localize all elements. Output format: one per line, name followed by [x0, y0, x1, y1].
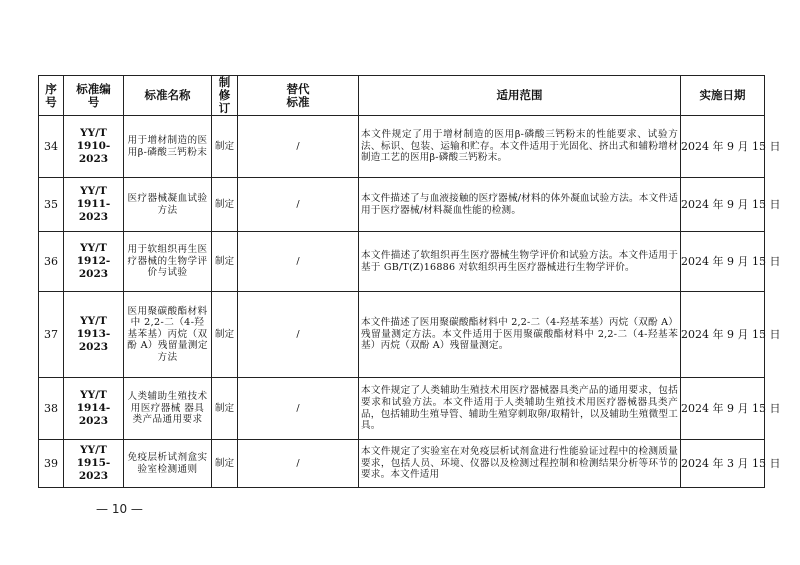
- row-code: [64, 440, 124, 488]
- row-scope: 本文件规定了人类辅助生殖技术用医疗器械器具类产品的通用要求，包括要求和试验方法。本文件适用于人类辅助生殖技术用医疗器械器具类产品，包括辅助生殖导管、辅助生殖穿刺取卵/取精针，以及辅助生殖微型工具。: [359, 378, 681, 440]
- row-name: 医用聚碳酸酯材料中 2,2-二（4-羟基苯基）丙烷（双酚 A）残留量测定方法: [124, 292, 212, 378]
- row-seq: 35: [39, 178, 64, 232]
- code-prefix: YY/T: [80, 127, 107, 139]
- row-replaces: /: [238, 178, 359, 232]
- table-row: [39, 116, 765, 178]
- row-date: 2024 年 9 月 15 日: [681, 378, 765, 440]
- row-name: 免疫层析试剂盒实验室检测通则: [124, 440, 212, 488]
- header-date: 实施日期: [681, 76, 765, 116]
- row-name: 用于软组织再生医疗器械的生物学评价与试验: [124, 232, 212, 292]
- table-row: [39, 178, 765, 232]
- row-scope: 本文件规定了实验室在对免疫层析试剂盒进行性能验证过程中的检测质量要求，包括人员、环境、仪器以及检测过程控制和检测结果分析等环节的要求。本文件适用: [359, 440, 681, 488]
- header-name: 标准名称: [124, 76, 212, 116]
- table-row: [39, 378, 765, 440]
- row-replaces: /: [238, 440, 359, 488]
- code-number: 1915-2023: [76, 457, 111, 482]
- row-name: 用于增材制造的医用β-磷酸三钙粉末: [124, 116, 212, 178]
- row-date: 2024 年 9 月 15 日: [681, 292, 765, 378]
- table-row: [39, 292, 765, 378]
- row-seq: 37: [39, 292, 64, 378]
- row-revision: 制定: [212, 232, 238, 292]
- row-date: 2024 年 9 月 15 日: [681, 116, 765, 178]
- row-revision: 制定: [212, 440, 238, 488]
- row-date: 2024 年 9 月 15 日: [681, 178, 765, 232]
- code-number: 1910-2023: [76, 140, 111, 165]
- row-replaces: /: [238, 378, 359, 440]
- row-revision: 制定: [212, 116, 238, 178]
- row-seq: 39: [39, 440, 64, 488]
- row-name: 人类辅助生殖技术用医疗器械 器具类产品通用要求: [124, 378, 212, 440]
- header-seq: 序号: [39, 76, 64, 116]
- row-code: [64, 116, 124, 178]
- table-row: [39, 440, 765, 488]
- row-replaces: /: [238, 292, 359, 378]
- header-replaces: 替代标准: [238, 76, 359, 116]
- row-date: 2024 年 9 月 15 日: [681, 232, 765, 292]
- row-name: 医疗器械凝血试验方法: [124, 178, 212, 232]
- header-revision: 制修订: [212, 76, 238, 116]
- row-code: [64, 378, 124, 440]
- code-prefix: YY/T: [80, 185, 107, 197]
- row-scope: 本文件规定了用于增材制造的医用β-磷酸三钙粉末的性能要求、试验方法、标识、包装、运输和贮存。本文件适用于光固化、挤出式和辅粉增材制造工艺的医用β-磷酸三钙粉末。: [359, 116, 681, 178]
- row-code: [64, 292, 124, 378]
- row-scope: 本文件描述了软组织再生医疗器械生物学评价和试验方法。本文件适用于基于 GB/T(Z)16886 对软组织再生医疗器械进行生物学评价。: [359, 232, 681, 292]
- row-seq: 36: [39, 232, 64, 292]
- row-replaces: /: [238, 116, 359, 178]
- row-scope: 本文件描述了与血液接触的医疗器械/材料的体外凝血试验方法。本文件适用于医疗器械/材料凝血性能的检测。: [359, 178, 681, 232]
- page-number: — 10 —: [96, 502, 143, 516]
- row-code: [64, 232, 124, 292]
- row-code: [64, 178, 124, 232]
- header-row: [39, 76, 765, 116]
- row-revision: 制定: [212, 178, 238, 232]
- row-revision: 制定: [212, 378, 238, 440]
- code-number: 1912-2023: [76, 255, 111, 280]
- table-row: [39, 232, 765, 292]
- row-seq: 34: [39, 116, 64, 178]
- row-replaces: /: [238, 232, 359, 292]
- header-code: 标准编号: [64, 76, 124, 116]
- code-number: 1911-2023: [76, 198, 111, 223]
- code-number: 1914-2023: [76, 402, 111, 427]
- header-scope: 适用范围: [359, 76, 681, 116]
- code-number: 1913-2023: [76, 328, 111, 353]
- code-prefix: YY/T: [80, 315, 107, 327]
- code-prefix: YY/T: [80, 242, 107, 254]
- code-prefix: YY/T: [80, 444, 107, 456]
- row-seq: 38: [39, 378, 64, 440]
- row-date: 2024 年 3 月 15 日: [681, 440, 765, 488]
- code-prefix: YY/T: [80, 389, 107, 401]
- standards-table: [38, 75, 781, 488]
- row-revision: 制定: [212, 292, 238, 378]
- row-scope: 本文件描述了医用聚碳酸酯材料中 2,2-二（4-羟基苯基）丙烷（双酚 A）残留量测定方法。本文件适用于医用聚碳酸酯材料中 2,2-二（4-羟基苯基）丙烷（双酚 A）残留量测定。: [359, 292, 681, 378]
